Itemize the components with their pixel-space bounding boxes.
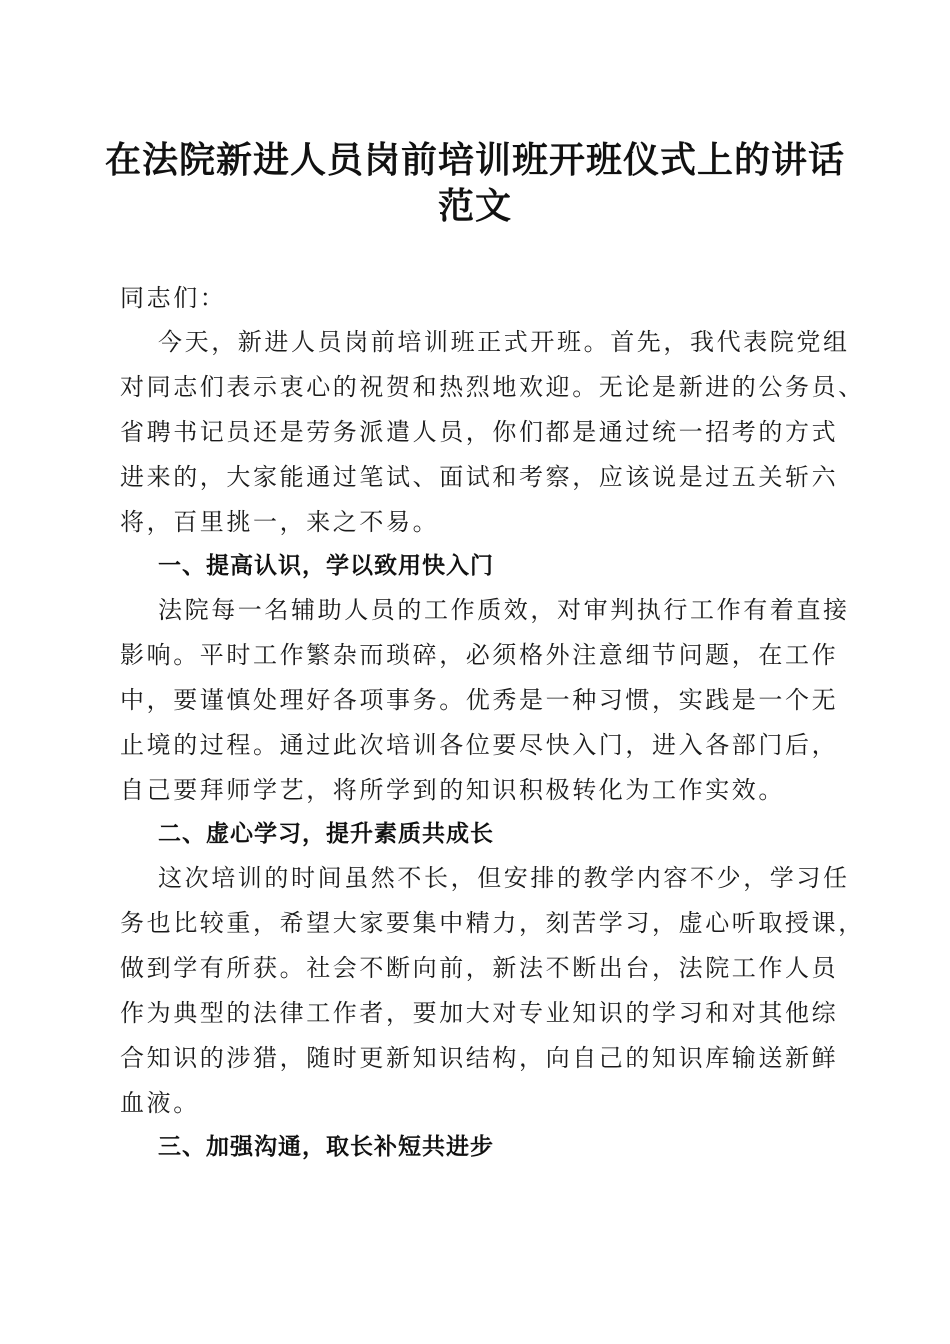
paragraph-2-line-2: 影响。平时工作繁杂而琐碎，必须格外注意细节问题，在工作 xyxy=(120,641,839,669)
paragraph-1-line-5: 将，百里挑一，来之不易。 xyxy=(120,508,440,536)
paragraph-1-line-4: 进来的，大家能通过笔试、面试和考察，应该说是过五关斩六 xyxy=(120,463,839,491)
paragraph-1-line-1: 今天，新进人员岗前培训班正式开班。首先，我代表院党组 xyxy=(158,328,850,356)
section-heading-3: 三、加强沟通，取长补短共进步 xyxy=(158,1134,494,1160)
paragraph-2-line-1: 法院每一名辅助人员的工作质效，对审判执行工作有着直接 xyxy=(158,596,850,624)
paragraph-2-line-4: 止境的过程。通过此次培训各位要尽快入门，进入各部门后， xyxy=(120,731,839,759)
salutation: 同志们： xyxy=(120,284,227,312)
section-heading-2: 二、虚心学习，提升素质共成长 xyxy=(158,821,494,847)
paragraph-1-line-3: 省聘书记员还是劳务派遣人员，你们都是通过统一招考的方式 xyxy=(120,418,839,446)
paragraph-3-line-5: 合知识的涉猎，随时更新知识结构，向自己的知识库输送新鲜 xyxy=(120,1044,839,1072)
paragraph-3-line-1: 这次培训的时间虽然不长，但安排的教学内容不少，学习任 xyxy=(158,864,850,892)
section-heading-1: 一、提高认识，学以致用快入门 xyxy=(158,553,494,579)
paragraph-1-line-2: 对同志们表示衷心的祝贺和热烈地欢迎。无论是新进的公务员、 xyxy=(120,373,865,401)
document-title-line-2: 范文 xyxy=(437,185,512,227)
paragraph-3-line-3: 做到学有所获。社会不断向前，新法不断出台，法院工作人员 xyxy=(120,954,839,982)
document-title-line-1: 在法院新进人员岗前培训班开班仪式上的讲话 xyxy=(104,139,845,181)
paragraph-3-line-4: 作为典型的法律工作者，要加大对专业知识的学习和对其他综 xyxy=(120,999,839,1027)
paragraph-3-line-2: 务也比较重，希望大家要集中精力，刻苦学习，虚心听取授课， xyxy=(120,909,865,937)
paragraph-2-line-3: 中，要谨慎处理好各项事务。优秀是一种习惯，实践是一个无 xyxy=(120,686,839,714)
paragraph-2-line-5: 自己要拜师学艺，将所学到的知识积极转化为工作实效。 xyxy=(120,776,785,804)
paragraph-3-line-6: 血液。 xyxy=(120,1089,200,1117)
